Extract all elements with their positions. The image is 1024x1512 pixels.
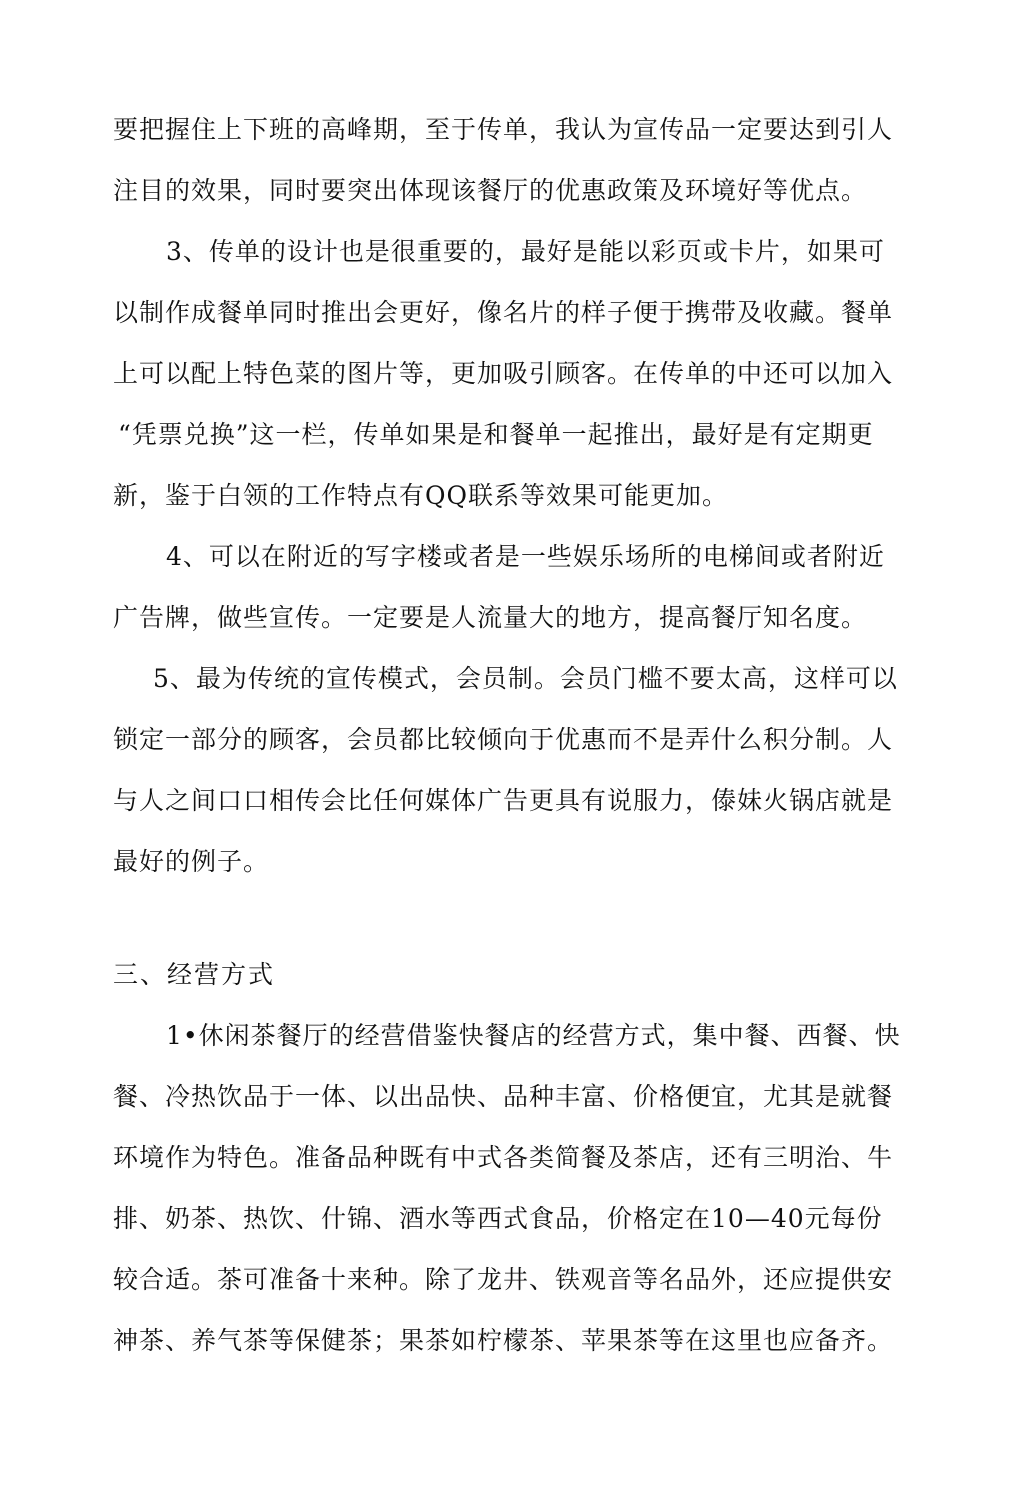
paragraph-line: 餐、冷热饮品于一体、以出品快、品种丰富、价格便宜，尤其是就餐 [113, 1082, 894, 1111]
paragraph-line: 排、奶茶、热饮、什锦、酒水等西式食品，价格定在10—40元每份 [113, 1204, 883, 1233]
paragraph-line: 上可以配上特色菜的图片等，更加吸引顾客。在传单的中还可以加入 [113, 359, 894, 388]
paragraph-line: 要把握住上下班的高峰期，至于传单，我认为宣传品一定要达到引人 [113, 115, 894, 144]
paragraph-line: 1•休闲茶餐厅的经营借鉴快餐店的经营方式，集中餐、西餐、快 [166, 1021, 901, 1050]
paragraph-line: 注目的效果，同时要突出体现该餐厅的优惠政策及环境好等优点。 [113, 176, 868, 205]
paragraph-line: “凭票兑换”这一栏，传单如果是和餐单一起推出，最好是有定期更 [118, 420, 874, 449]
paragraph-line: 广告牌，做些宣传。一定要是人流量大的地方，提高餐厅知名度。 [113, 603, 868, 632]
paragraph-line: 最好的例子。 [113, 847, 270, 876]
paragraph-line: 神茶、养气茶等保健茶；果茶如柠檬茶、苹果茶等在这里也应备齐。 [113, 1326, 894, 1355]
paragraph-line: 4、可以在附近的写字楼或者是一些娱乐场所的电梯间或者附近 [166, 542, 885, 571]
paragraph-line: 以制作成餐单同时推出会更好，像名片的样子便于携带及收藏。餐单 [113, 298, 894, 327]
paragraph-line: 环境作为特色。准备品种既有中式各类简餐及茶店，还有三明治、牛 [113, 1143, 894, 1172]
paragraph-line: 3、传单的设计也是很重要的，最好是能以彩页或卡片，如果可 [166, 237, 885, 266]
paragraph-line: 较合适。茶可准备十来种。除了龙井、铁观音等名品外，还应提供安 [113, 1265, 894, 1294]
paragraph-line: 与人之间口口相传会比任何媒体广告更具有说服力，傣妹火锅店就是 [113, 786, 894, 815]
paragraph-line: 新，鉴于白领的工作特点有QQ联系等效果可能更加。 [113, 481, 728, 510]
section-heading: 三、经营方式 [113, 960, 276, 989]
paragraph-line: 5、最为传统的宣传模式，会员制。会员门槛不要太高，这样可以 [153, 664, 898, 693]
paragraph-line: 锁定一部分的顾客，会员都比较倾向于优惠而不是弄什么积分制。人 [113, 725, 894, 754]
